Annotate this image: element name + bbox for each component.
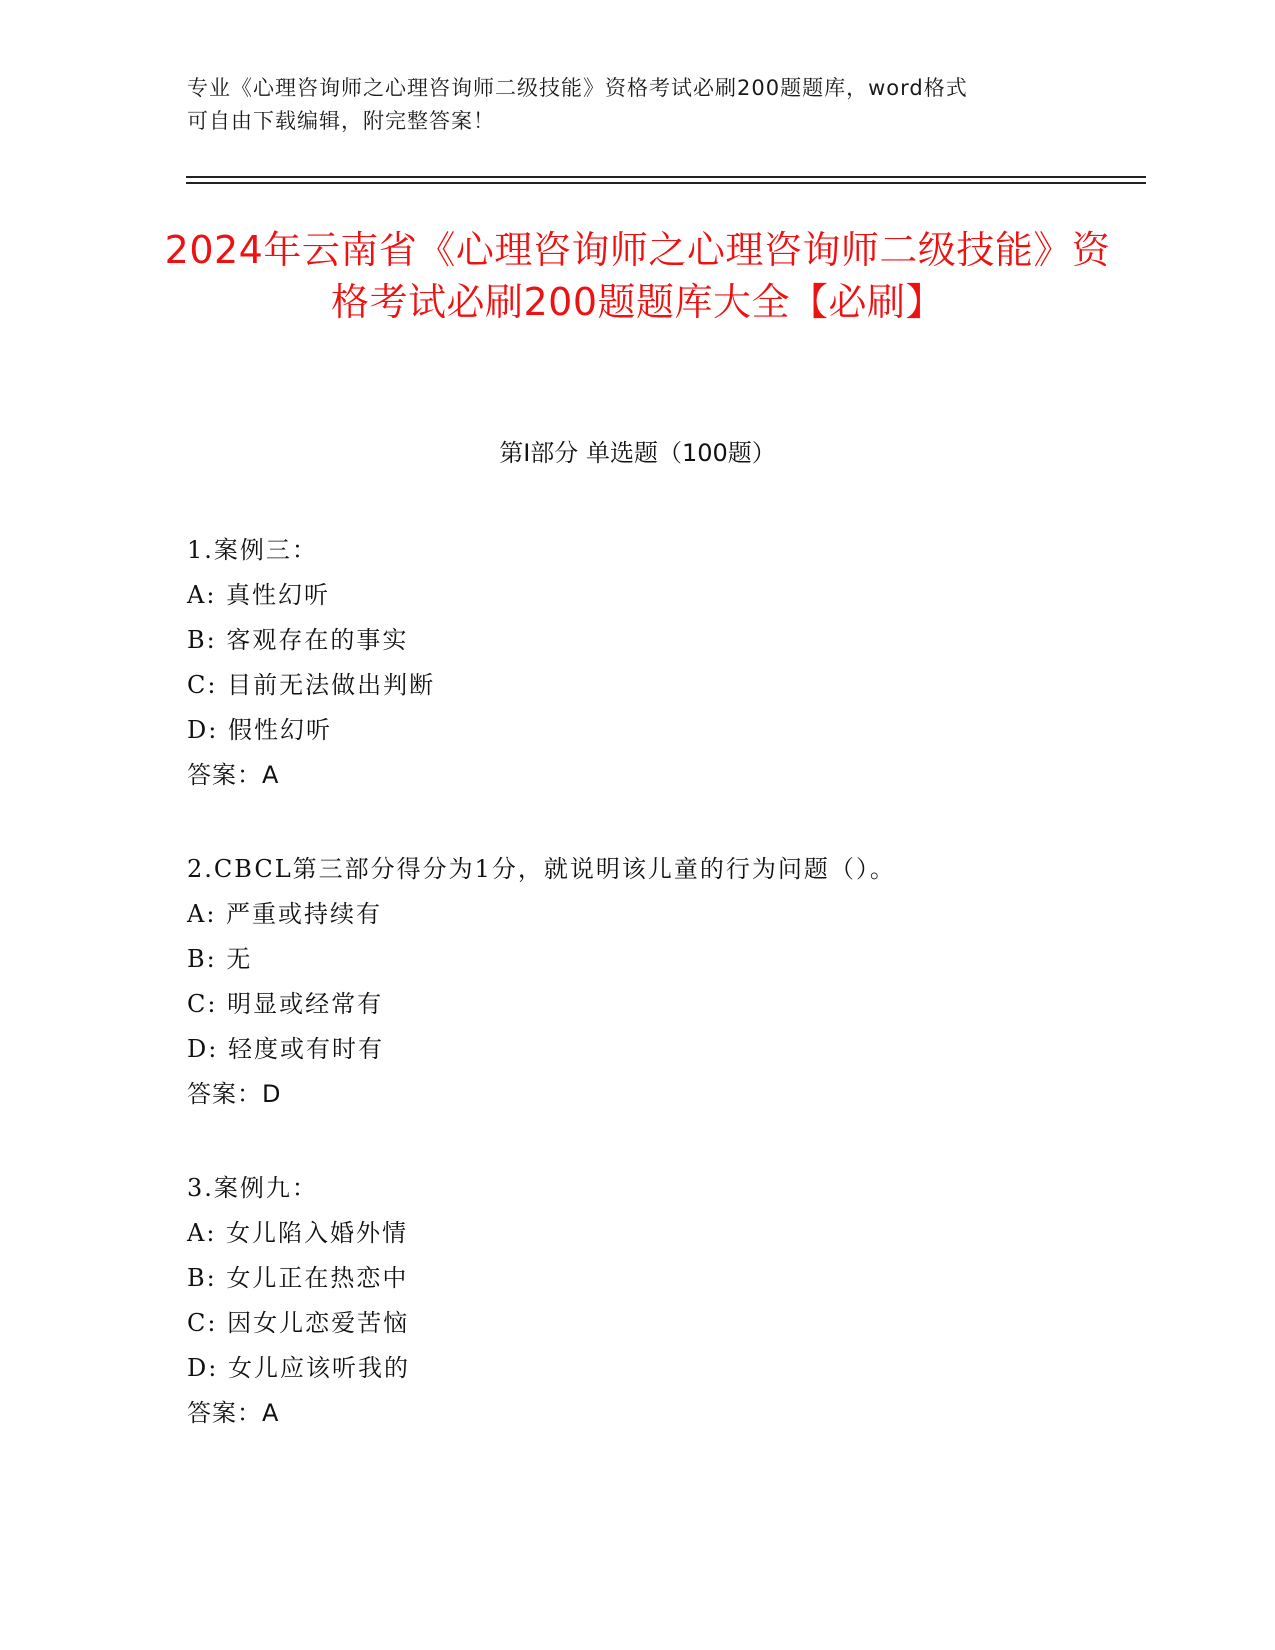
question-stem: 2.CBCL第三部分得分为1分，就说明该儿童的行为问题（）。 xyxy=(187,855,896,883)
question-stem: 3.案例九： xyxy=(187,1174,318,1202)
option-c: C: 明显或经常有 xyxy=(187,990,384,1018)
answer-line: 答案：A xyxy=(187,1399,280,1427)
header-note-line-1: 专业《心理咨询师之心理咨询师二级技能》资格考试必刷200题题库，word格式 xyxy=(187,76,968,100)
option-a: A: 真性幻听 xyxy=(187,581,331,609)
option-b: B: 无 xyxy=(187,945,253,973)
option-a: A: 女儿陷入婚外情 xyxy=(187,1219,409,1247)
header-note-line-2: 可自由下载编辑，附完整答案！ xyxy=(187,109,495,133)
option-b: B: 女儿正在热恋中 xyxy=(187,1264,409,1292)
option-d: D: 女儿应该听我的 xyxy=(187,1354,410,1382)
answer-line: 答案：A xyxy=(187,761,280,789)
question-item xyxy=(187,1166,1147,1436)
option-d: D: 轻度或有时有 xyxy=(187,1035,384,1063)
question-list xyxy=(187,528,1147,1485)
question-stem: 1.案例三： xyxy=(187,536,318,564)
option-c: C: 因女儿恋爱苦恼 xyxy=(187,1309,410,1337)
header-divider-top xyxy=(186,176,1146,178)
answer-line: 答案：D xyxy=(187,1080,282,1108)
document-title: 2024年云南省《心理咨询师之心理咨询师二级技能》资格考试必刷200题题库大全【必刷】 xyxy=(164,228,1111,324)
section-title: 第I部分 单选题（100题） xyxy=(499,439,776,467)
header-note xyxy=(187,72,1087,138)
option-d: D: 假性幻听 xyxy=(187,716,332,744)
header-divider-bottom xyxy=(186,182,1146,184)
option-b: B: 客观存在的事实 xyxy=(187,626,409,654)
question-item xyxy=(187,528,1147,798)
question-item xyxy=(187,847,1147,1117)
option-a: A: 严重或持续有 xyxy=(187,900,383,928)
option-c: C: 目前无法做出判断 xyxy=(187,671,436,699)
